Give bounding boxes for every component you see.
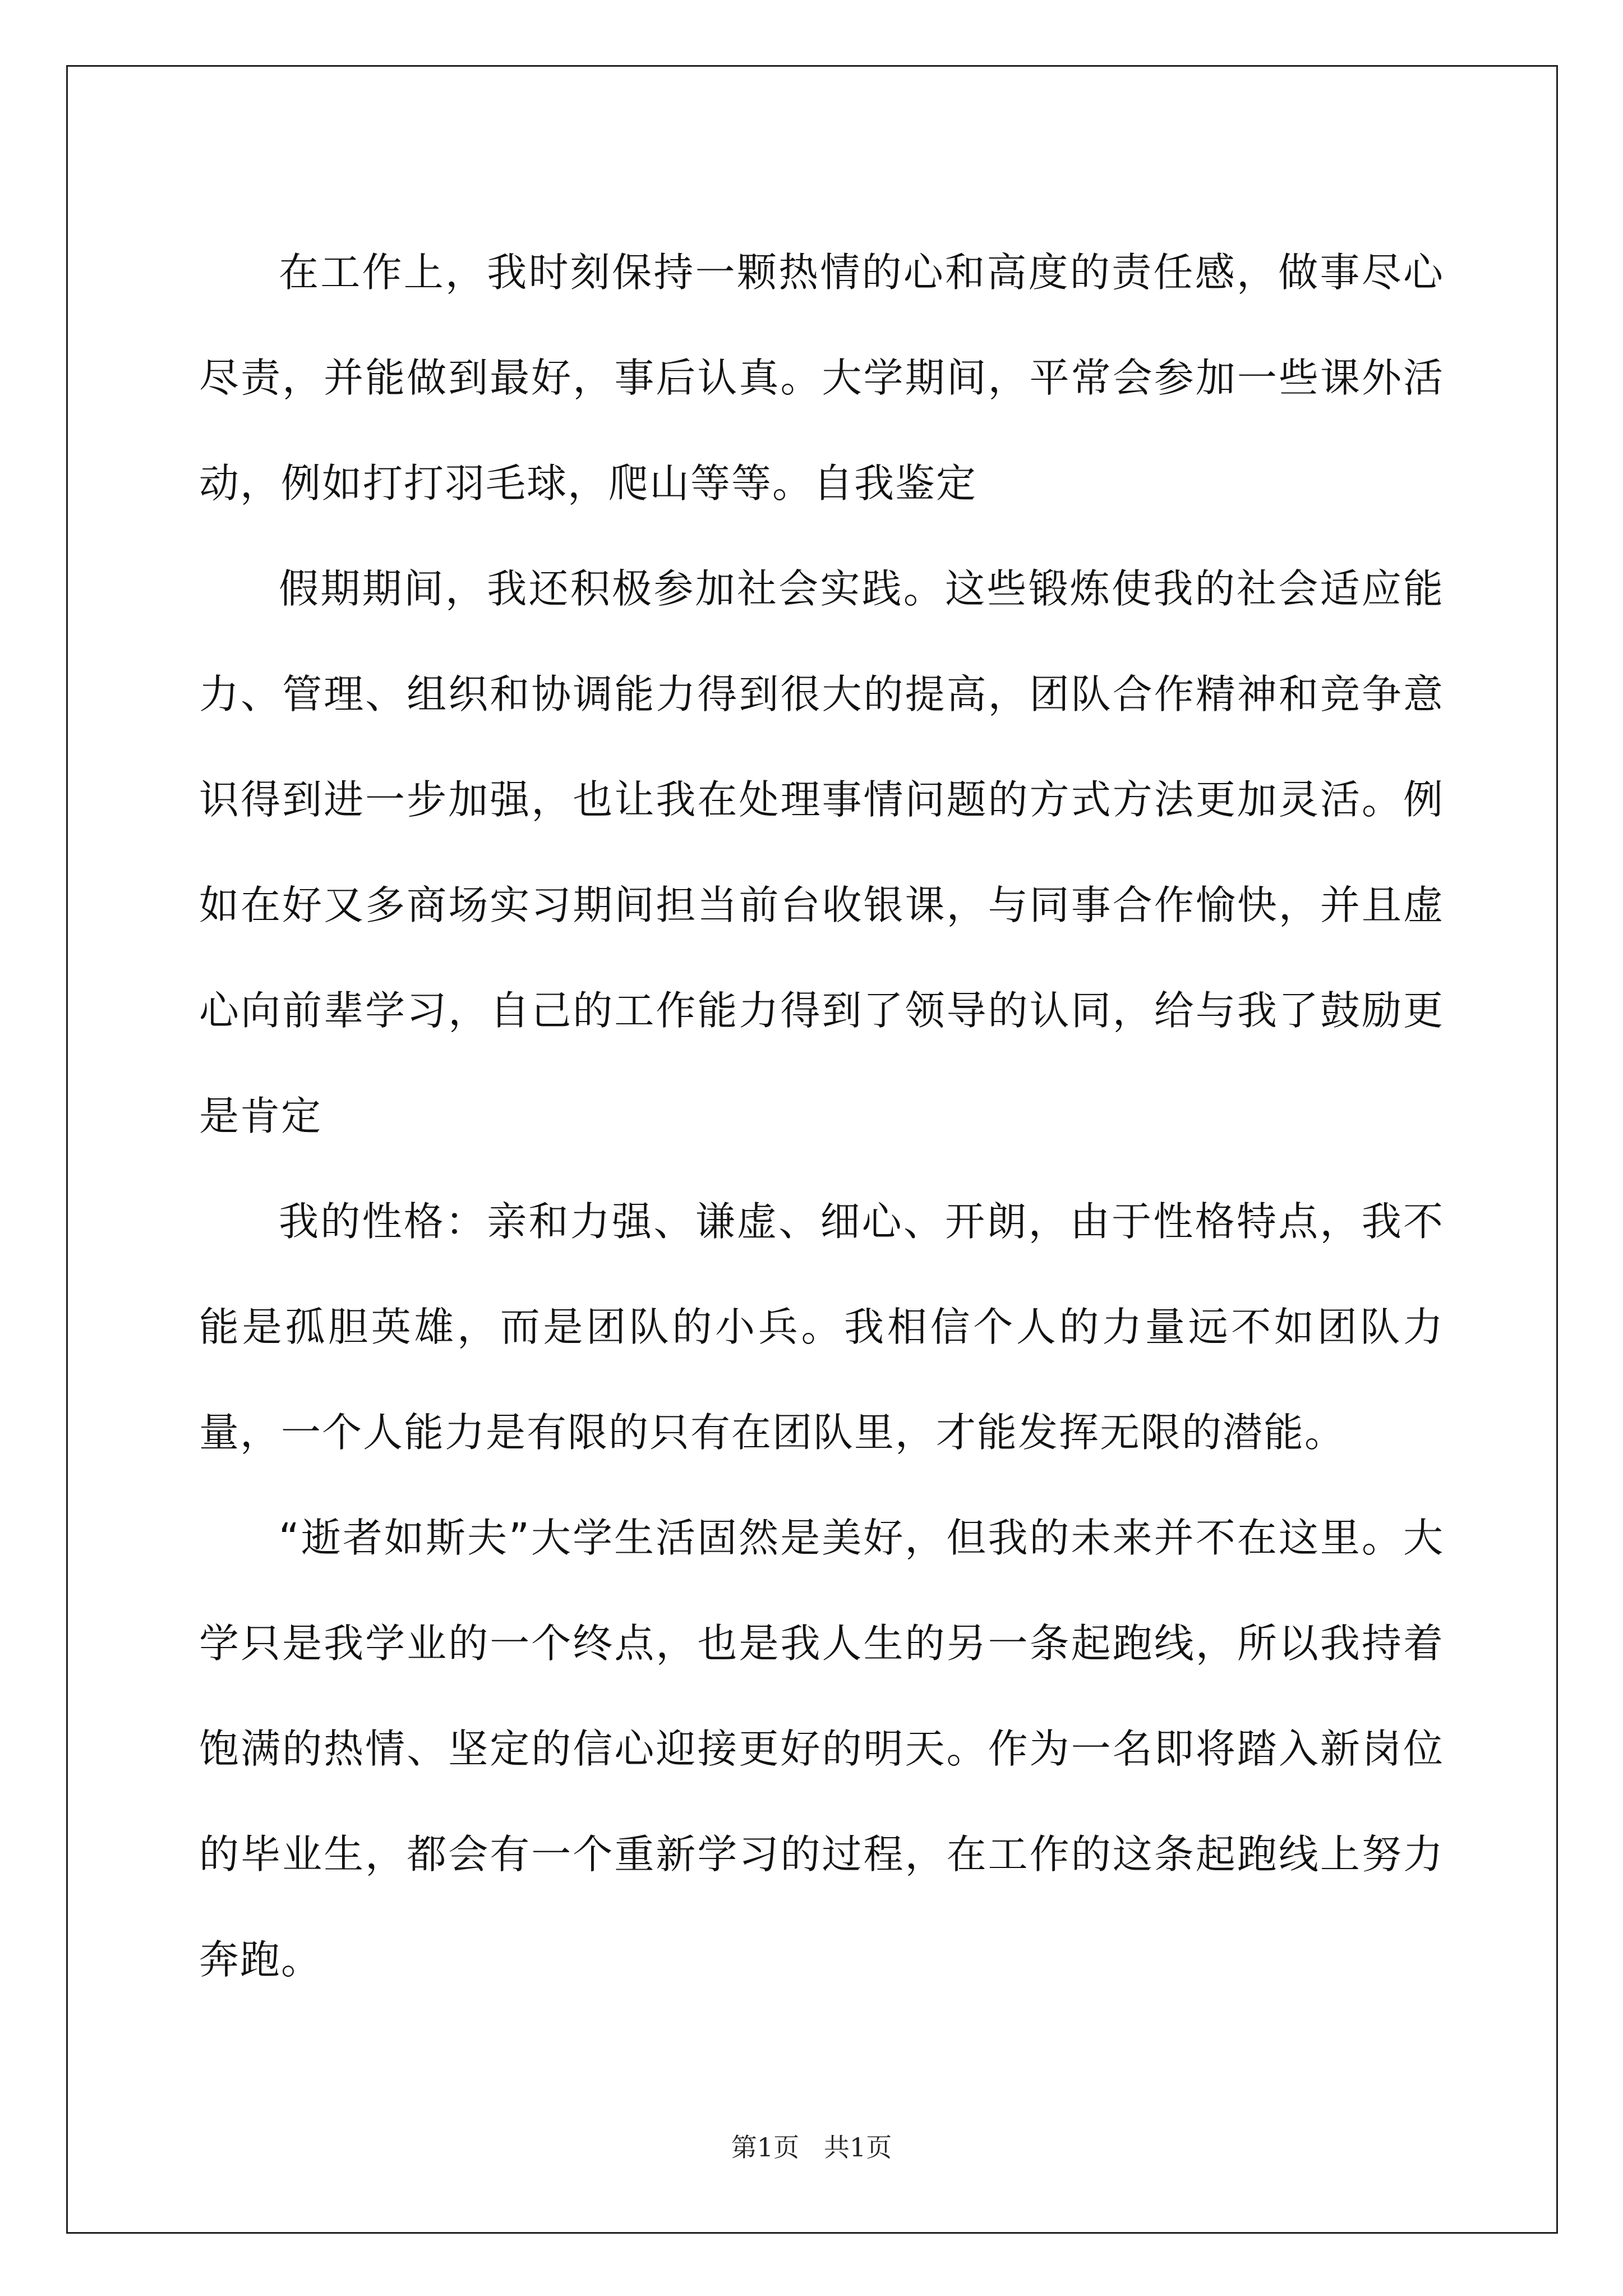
paragraph-work: 在工作上，我时刻保持一颗热情的心和高度的责任感，做事尽心尽责，并能做到最好，事后认真。大学期间，平常会参加一些课外活动，例如打打羽毛球，爬山等等。自我鉴定 bbox=[199, 249, 1444, 507]
page-number-footer: 第1页 共1页 bbox=[731, 2132, 892, 2162]
paragraph-future: “逝者如斯夫”大学生活固然是美好，但我的未来并不在这里。大学只是我学业的一个终点，也是我人生的另一条起跑线，所以我持着饱满的热情、坚定的信心迎接更好的明天。作为一名即将踏入新岗位的毕业生，都会有一个重新学习的过程，在工作的这条起跑线上努力奔跑。 bbox=[199, 1515, 1444, 1983]
paragraph-personality: 我的性格：亲和力强、谦虚、细心、开朗，由于性格特点，我不能是孤胆英雄，而是团队的小兵。我相信个人的力量远不如团队力量，一个人能力是有限的只有在团队里，才能发挥无限的潜能。 bbox=[199, 1198, 1444, 1456]
paragraph-practice: 假期期间，我还积极参加社会实践。这些锻炼使我的社会适应能力、管理、组织和协调能力得到很大的提高，团队合作精神和竞争意识得到进一步加强，也让我在处理事情问题的方式方法更加灵活。例如在好又多商场实习期间担当前台收银课，与同事合作愉快，并且虚心向前辈学习，自己的工作能力得到了领导的认同，给与我了鼓励更是肯定 bbox=[199, 565, 1444, 1139]
document-body bbox=[199, 220, 1444, 2013]
